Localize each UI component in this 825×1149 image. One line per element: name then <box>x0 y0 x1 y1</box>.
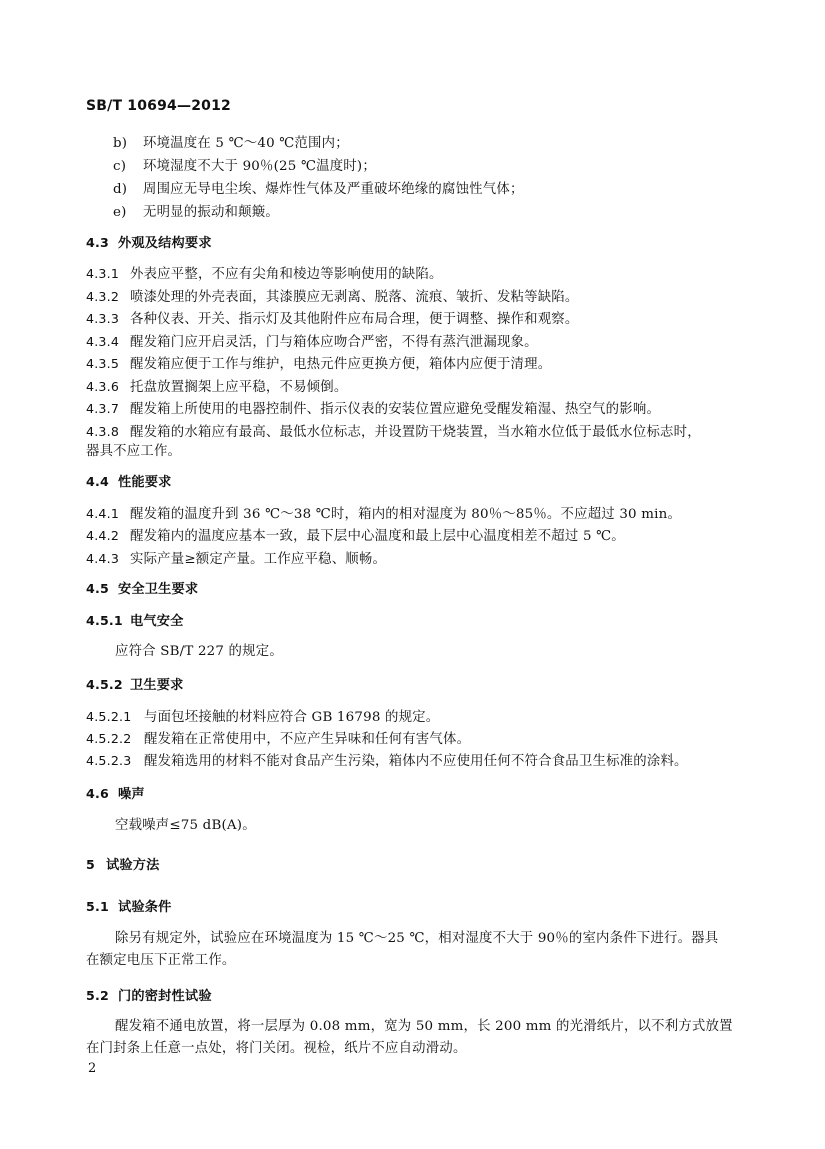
clause-text: 外表应平整，不应有尖角和棱边等影响使用的缺陷。 <box>130 267 443 282</box>
clause-number: 4.3.5 <box>86 356 120 371</box>
clause-text: 醒发箱的温度升到 36 ℃～38 ℃时，箱内的相对湿度为 80％～85％。不应超过 30 min。 <box>130 507 682 522</box>
list-item <box>113 204 279 222</box>
list-text: 环境湿度不大于 90％(25 ℃温度时)； <box>143 159 376 174</box>
section-heading-5-2 <box>86 987 212 1006</box>
clause-number: 4.3.1 <box>86 266 120 281</box>
section-heading-4-4 <box>86 473 172 492</box>
clause-4-3-7 <box>86 400 660 419</box>
clause-text: 醒发箱应便于工作与维护，电热元件应更换方便，箱体内应便于清理。 <box>130 357 552 372</box>
clause-text: 醒发箱内的温度应基本一致，最下层中心温度和最上层中心温度相差不超过 5 ℃。 <box>130 529 625 544</box>
section-heading-4-5 <box>86 580 198 599</box>
section-number: 4.4 <box>86 474 109 489</box>
clause-4-6-body: 空载噪声≤75 dB(A)。 <box>115 818 256 833</box>
clause-number: 4.3.3 <box>86 311 120 326</box>
clause-number: 4.5.2.2 <box>86 731 132 746</box>
clause-4-3-8-continuation: 器具不应工作。 <box>86 444 182 459</box>
clause-number: 4.5.2.1 <box>86 709 132 724</box>
section-title: 外观及结构要求 <box>118 236 212 251</box>
clause-number: 4.4.1 <box>86 506 120 521</box>
clause-4-5-1-body: 应符合 SB/T 227 的规定。 <box>115 644 283 659</box>
clause-text: 醒发箱的水箱应有最高、最低水位标志，并设置防干烧装置，当水箱水位低于最低水位标志时， <box>130 425 701 440</box>
list-label: d) <box>113 182 128 197</box>
clause-number: 4.4.3 <box>86 551 120 566</box>
list-item <box>113 135 349 153</box>
list-label: b) <box>113 136 128 151</box>
clause-4-4-1 <box>86 505 681 524</box>
clause-5-1-body-line-1: 除另有规定外，试验应在环境温度为 15 ℃～25 ℃，相对湿度不大于 90％的室内条件下进行。器具 <box>115 931 719 946</box>
clause-4-3-4 <box>86 333 538 352</box>
clause-4-3-3 <box>86 310 579 329</box>
clause-text: 喷漆处理的外壳表面，其漆膜应无剥离、脱落、流痕、皱折、发粘等缺陷。 <box>130 290 579 305</box>
section-title: 试验方法 <box>106 858 160 873</box>
clause-5-2-body-line-1: 醒发箱不通电放置，将一层厚为 0.08 mm，宽为 50 mm，长 200 mm 的光滑纸片，以不利方式放置 <box>115 1019 733 1034</box>
list-item <box>113 158 376 176</box>
section-number: 4.6 <box>86 786 109 801</box>
clause-text: 醒发箱选用的材料不能对食品产生污染，箱体内不应使用任何不符合食品卫生标准的涂料。 <box>144 754 688 769</box>
clause-4-3-5 <box>86 355 551 374</box>
section-number: 5.1 <box>86 899 109 914</box>
clause-4-3-1 <box>86 265 443 284</box>
clause-4-4-2 <box>86 527 625 546</box>
section-number: 4.5.2 <box>86 677 123 692</box>
clause-text: 醒发箱在正常使用中，不应产生异味和任何有害气体。 <box>144 732 471 747</box>
clause-number: 4.3.8 <box>86 424 120 439</box>
clause-4-5-2-1 <box>86 708 439 727</box>
clause-5-1-body-line-2: 在额定电压下正常工作。 <box>86 953 236 968</box>
clause-text: 实际产量≥额定产量。工作应平稳、顺畅。 <box>130 552 387 567</box>
standard-id: SB/T 10694—2012 <box>86 98 231 114</box>
clause-4-5-2-3 <box>86 752 688 771</box>
list-item <box>113 181 524 199</box>
list-text: 环境温度在 5 ℃～40 ℃范围内； <box>143 136 349 151</box>
section-heading-5-1 <box>86 898 172 917</box>
section-title: 卫生要求 <box>130 678 184 693</box>
clause-4-5-2-2 <box>86 730 470 749</box>
clause-4-3-8 <box>86 423 701 442</box>
section-heading-4-5-2 <box>86 676 184 695</box>
list-text: 周围应无导电尘埃、爆炸性气体及严重破坏绝缘的腐蚀性气体； <box>143 182 524 197</box>
clause-number: 4.5.2.3 <box>86 753 132 768</box>
clause-text: 醒发箱上所使用的电器控制件、指示仪表的安装位置应避免受醒发箱湿、热空气的影响。 <box>130 402 661 417</box>
clause-number: 4.3.2 <box>86 289 120 304</box>
list-label: c) <box>113 159 127 174</box>
section-title: 门的密封性试验 <box>118 989 212 1004</box>
section-title: 试验条件 <box>118 900 172 915</box>
section-number: 5.2 <box>86 988 109 1003</box>
clause-number: 4.3.6 <box>86 379 120 394</box>
list-label: e) <box>113 205 127 220</box>
clause-text: 各种仪表、开关、指示灯及其他附件应布局合理，便于调整、操作和观察。 <box>130 312 579 327</box>
section-number: 4.3 <box>86 235 109 250</box>
section-title: 安全卫生要求 <box>118 582 199 597</box>
section-number: 4.5.1 <box>86 613 123 628</box>
clause-text: 与面包坯接触的材料应符合 GB 16798 的规定。 <box>144 710 440 725</box>
section-number: 5 <box>86 857 95 872</box>
section-title: 噪声 <box>118 787 145 802</box>
section-heading-4-6 <box>86 785 145 804</box>
section-title: 电气安全 <box>130 614 184 629</box>
clause-text: 醒发箱门应开启灵活，门与箱体应吻合严密，不得有蒸汽泄漏现象。 <box>130 335 538 350</box>
section-title: 性能要求 <box>118 475 172 490</box>
clause-number: 4.4.2 <box>86 528 120 543</box>
clause-4-4-3 <box>86 550 386 569</box>
list-text: 无明显的振动和颠簸。 <box>143 205 279 220</box>
page-number: 2 <box>88 1061 97 1076</box>
clause-5-2-body-line-2: 在门封条上任意一点处，将门关闭。视检，纸片不应自动滑动。 <box>86 1041 467 1056</box>
clause-number: 4.3.4 <box>86 334 120 349</box>
section-heading-4-5-1 <box>86 612 184 631</box>
section-heading-4-3 <box>86 234 212 253</box>
clause-4-3-6 <box>86 378 347 397</box>
section-number: 4.5 <box>86 581 109 596</box>
clause-4-3-2 <box>86 288 579 307</box>
clause-text: 托盘放置搁架上应平稳，不易倾倒。 <box>130 380 348 395</box>
section-heading-5 <box>86 856 160 875</box>
clause-number: 4.3.7 <box>86 401 120 416</box>
